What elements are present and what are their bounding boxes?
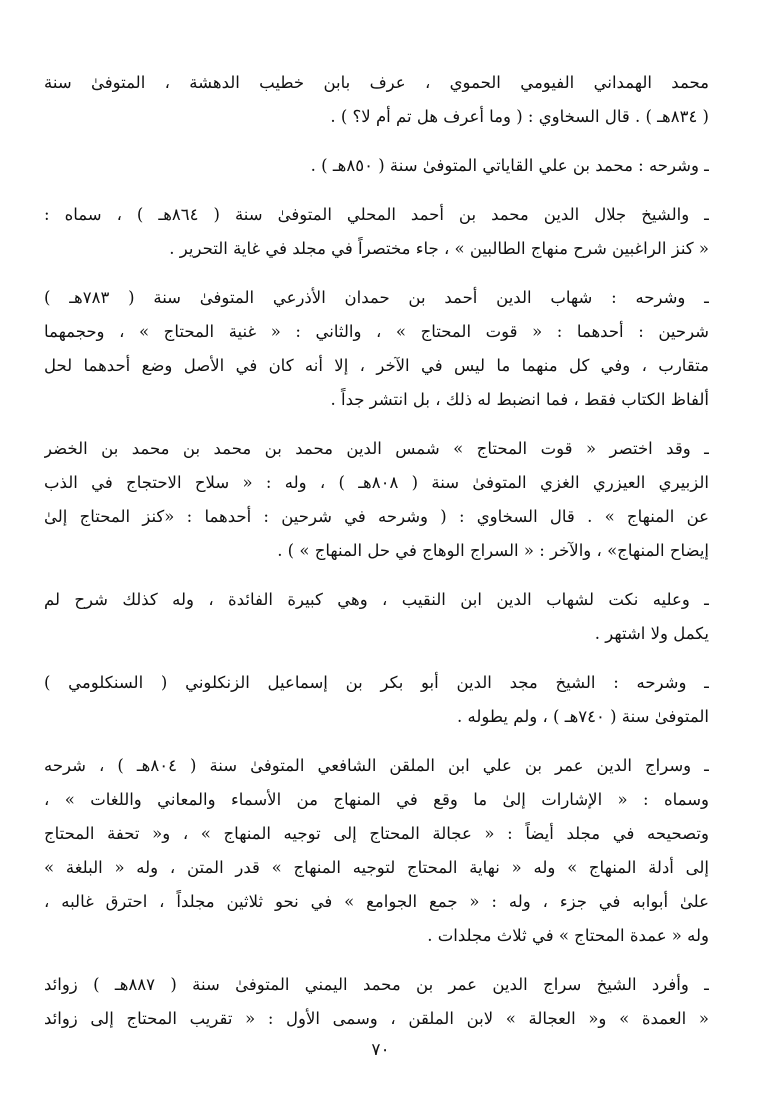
paragraph-1 bbox=[44, 66, 709, 134]
text-line: عن المنهاج » . قال السخاوي : ( وشرحه في شرحين : أحدهما : «كنز المحتاج إلىٰ bbox=[44, 507, 709, 526]
paragraph-9 bbox=[44, 968, 709, 1036]
text-line: وله « عمدة المحتاج » في ثلاث مجلدات . bbox=[427, 926, 709, 945]
text-line: وتصحيحه في مجلد أيضاً : « عجالة المحتاج إلى توجيه المنهاج » ، و« تحفة المحتاج bbox=[44, 824, 709, 843]
page-body bbox=[44, 66, 709, 1051]
text-line: إيضاح المنهاج» ، والآخر : « السراج الوهاج في حل المنهاج » ) . bbox=[277, 541, 709, 560]
paragraph-3 bbox=[44, 198, 709, 266]
text-line: « العمدة » و« العجالة » لابن الملقن ، وسمى الأول : « تقريب المحتاج إلى زوائد bbox=[44, 1009, 709, 1028]
text-line: شرحين : أحدهما : « قوت المحتاج » ، والثاني : « غنية المحتاج » ، وحجمهما bbox=[44, 322, 709, 341]
paragraph-4 bbox=[44, 281, 709, 417]
text-line: يكمل ولا اشتهر . bbox=[594, 624, 709, 643]
text-line: ـ وسراج الدين عمر بن علي ابن الملقن الشافعي المتوفىٰ سنة ( ٨٠٤هـ ) ، شرحه bbox=[44, 756, 709, 775]
text-line: « كنز الراغبين شرح منهاج الطالبين » ، جاء مختصراً في مجلد في غاية التحرير . bbox=[169, 239, 709, 258]
text-line: ـ وأفرد الشيخ سراج الدين عمر بن محمد اليمني المتوفىٰ سنة ( ٨٨٧هـ ) زوائد bbox=[44, 975, 709, 994]
text-line: ألفاظ الكتاب فقط ، فما انضبط له ذلك ، بل انتشر جداً . bbox=[330, 390, 709, 409]
text-line: ـ والشيخ جلال الدين محمد بن أحمد المحلي المتوفىٰ سنة ( ٨٦٤هـ ) ، سماه : bbox=[44, 205, 709, 224]
paragraph-7 bbox=[44, 666, 709, 734]
paragraph-2 bbox=[44, 149, 709, 183]
text-line: إلى أدلة المنهاج » وله « نهاية المحتاج لتوجيه المنهاج » قدر المتن ، وله « البلغة » bbox=[44, 858, 709, 877]
text-line: ـ وشرحه : شهاب الدين أحمد بن حمدان الأذرعي المتوفىٰ سنة ( ٧٨٣هـ ) bbox=[44, 288, 709, 307]
text-line: ( ٨٣٤هـ ) . قال السخاوي : ( وما أعرف هل تم أم لا؟ ) . bbox=[330, 107, 709, 126]
text-line: ـ وشرحه : الشيخ مجد الدين أبو بكر بن إسماعيل الزنكلوني ( السنكلومي ) bbox=[44, 673, 709, 692]
text-line: وسماه : « الإشارات إلىٰ ما وقع في المنهاج من الأسماء والمعاني واللغات » ، bbox=[44, 790, 709, 809]
text-line: متقارب ، وفي كل منهما ما ليس في الآخر ، إلا أنه كان في الأصل وضع أحدهما لحل bbox=[44, 356, 709, 375]
text-line: ـ وقد اختصر « قوت المحتاج » شمس الدين محمد بن محمد بن محمد بن الخضر bbox=[44, 439, 709, 458]
text-line: الزبيري العيزري الغزي المتوفىٰ سنة ( ٨٠٨هـ ) ، وله : « سلاح الاحتجاج في الذب bbox=[44, 473, 709, 492]
text-line: ـ وعليه نكت لشهاب الدين ابن النقيب ، وهي كبيرة الفائدة ، وله كذلك شرح لم bbox=[44, 590, 709, 609]
text-line: المتوفىٰ سنة ( ٧٤٠هـ ) ، ولم يطوله . bbox=[457, 707, 709, 726]
page-number: ٧٠ bbox=[371, 1040, 390, 1060]
paragraph-8 bbox=[44, 749, 709, 953]
paragraph-5 bbox=[44, 432, 709, 568]
text-line: محمد الهمداني الفيومي الحموي ، عرف بابن خطيب الدهشة ، المتوفىٰ سنة bbox=[44, 73, 709, 92]
paragraph-6 bbox=[44, 583, 709, 651]
text-line: علىٰ أبوابه في جزء ، وله : « جمع الجوامع » في نحو ثلاثين مجلداً ، احترق غالبه ، bbox=[44, 892, 709, 911]
text-line: ـ وشرحه : محمد بن علي القاياتي المتوفىٰ سنة ( ٨٥٠هـ ) . bbox=[310, 156, 709, 175]
